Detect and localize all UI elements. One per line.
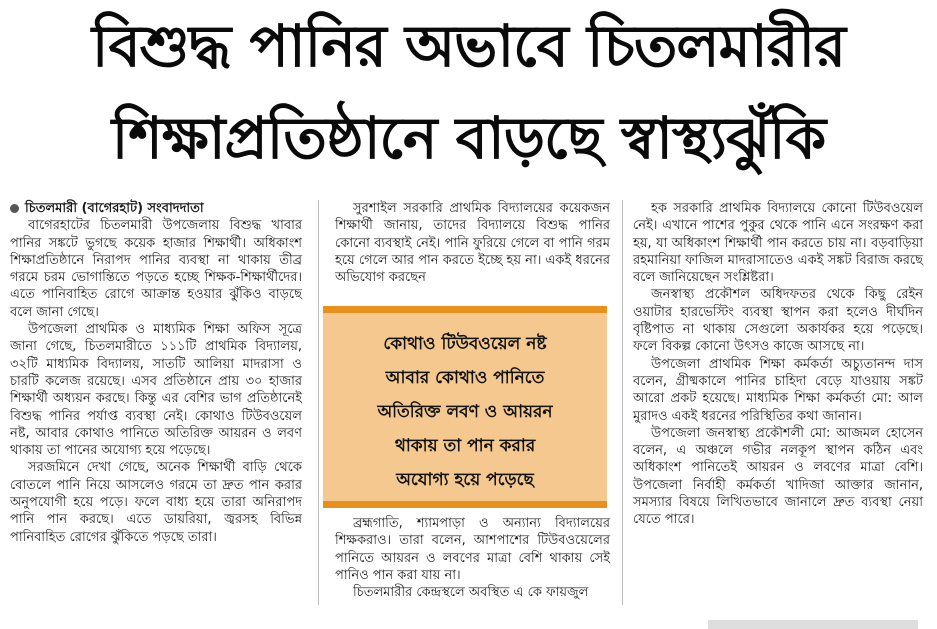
pull-quote-line: কোথাও টিউবওয়েল নষ্ট bbox=[383, 334, 547, 354]
column-divider bbox=[622, 200, 623, 605]
headline-line-1: বিশুদ্ধ পানির অভাবে চিতলমারীর bbox=[91, 12, 846, 80]
headline bbox=[0, 0, 937, 190]
footer-strip bbox=[708, 620, 918, 629]
paragraph: হক সরকারি প্রাথমিক বিদ্যালয়ে কোনো টিউবওয়েল নেই। এখানে পাশের পুকুর থেকে পানি এনে সংরক্ষণ করা হয়, যা অধিকাংশ শিক্ষার্থী পান করতে চায় না। বড়বাড়িয়া রহমানিয়া ফাজিল মাদরাসাতেও একই সঙ্কট বিরাজ করছে বলে জানিয়েছেন সংশ্লিষ্টরা। bbox=[633, 201, 923, 286]
headline-line-2: শিক্ষাপ্রতিষ্ঠানে বাড়ছে স্বাস্থ্যঝুঁকি bbox=[111, 104, 826, 172]
paragraph: উপজেলা প্রাথমিক ও মাধ্যমিক শিক্ষা অফিস সূত্রে জানা গেছে, চিতলমারীতে ১১১টি প্রাথমিক বিদ্যালয়, ৩২টি মাধ্যমিক বিদ্যালয়, সাতটি আলিয়া মাদরাসা ও চারটি কলেজ রয়েছে। এসব প্রতিষ্ঠানে প্রায় ৩০ হাজার শিক্ষার্থী অধ্যয়ন করছে। কিন্তু এর বেশির ভাগ প্রতিষ্ঠানেই বিশুদ্ধ পানির পর্যাপ্ত ব্যবস্থা নেই। কোথাও টিউবওয়েল নষ্ট, আবার কোথাও পানিতে অতিরিক্ত আয়রন ও লবণ থাকায় তা পানের অযোগ্য হয়ে পড়েছে। bbox=[10, 322, 302, 459]
paragraph: ব্রহ্মগাতি, শ্যামপাড়া ও অন্যান্য বিদ্যালয়ের শিক্ষকরাও। তারা বলেন, আশপাশের টিউবওয়েলের পানিতে আয়রন ও লবণের মাত্রা বেশি থাকায় সেই পানিও পান করা যায় না। bbox=[335, 516, 610, 583]
paragraph: চিতলমারীর কেন্দ্রস্থলে অবস্থিত এ কে ফায়জুল bbox=[353, 585, 589, 601]
paragraph: সুরশাইল সরকারি প্রাথমিক বিদ্যালয়ের কয়েকজন শিক্ষার্থী জানায়, তাদের বিদ্যালয়ে বিশুদ্ধ পানির কোনো ব্যবস্থাই নেই। পানি ফুরিয়ে গেলে বা পানি গরম হয়ে গেলে আর পান করতে ইচ্ছে হয় না। একই ধরনের অভিযোগ করছেন bbox=[335, 201, 610, 286]
pull-quote-line: অতিরিক্ত লবণ ও আয়রন bbox=[377, 402, 553, 422]
dateline bbox=[10, 200, 302, 217]
article-column-2-top bbox=[335, 200, 610, 286]
article-column-2-bottom bbox=[335, 515, 610, 601]
pull-quote-line: আবার কোথাও পানিতে bbox=[385, 368, 545, 388]
paragraph: জনস্বাস্থ্য প্রকৌশল অধিদফতর থেকে কিছু রেইন ওয়াটার হারভেস্টিং ব্যবস্থা স্থাপন করা হলেও দীর্ঘদিন বৃষ্টিপাত না থাকায় সেগুলো অকার্যকর হয়ে পড়েছে। ফলে বিকল্প কোনো উৎসও কাজে আসছে না। bbox=[633, 287, 923, 355]
paragraph: সরজমিনে দেখা গেছে, অনেক শিক্ষার্থী বাড়ি থেকে বোতলে পানি নিয়ে আসলেও গরমে তা দ্রুত পান করার অনুপযোগী হয়ে পড়ে। ফলে বাধ্য হয়ে তারা অনিরাপদ পানি পান করছে। এতে ডায়রিয়া, জ্বরসহ বিভিন্ন পানিবাহিত রোগের ঝুঁকিতে পড়ছে তারা। bbox=[10, 460, 302, 545]
paragraph: উপজেলা প্রাথমিক শিক্ষা কর্মকর্তা অচ্যুতানন্দ দাস বলেন, গ্রীষ্মকালে পানির চাহিদা বেড়ে যাওয়ায় সঙ্কট আরো প্রকট হয়েছে। মাধ্যমিক শিক্ষা কর্মকর্তা মো: আল মুরাদও একই ধরনের পরিস্থিতির কথা জানান। bbox=[633, 356, 923, 424]
article-column-3 bbox=[633, 200, 923, 529]
column-divider bbox=[318, 200, 319, 605]
dateline-text: চিতলমারী (বাগেরহাট) সংবাদদাতা bbox=[25, 201, 204, 216]
pull-quote-line: অযোগ্য হয়ে পড়েছে bbox=[396, 470, 534, 490]
pull-quote bbox=[323, 306, 607, 508]
pull-quote-line: থাকায় তা পান করার bbox=[394, 436, 536, 456]
bullet-icon bbox=[10, 204, 19, 213]
paragraph: বাগেরহাটের চিতলমারী উপজেলায় বিশুদ্ধ খাবার পানির সঙ্কটে ভুগছে কয়েক হাজার শিক্ষার্থী। অধিকাংশ শিক্ষাপ্রতিষ্ঠানে নিরাপদ পানির ব্যবস্থা না থাকায় তীব্র গরমে চরম ভোগান্তিতে পড়তে হচ্ছে শিক্ষক-শিক্ষার্থীদের। এতে পানিবাহিত রোগে আক্রান্ত হওয়ার ঝুঁকিও বাড়ছে বলে জানা গেছে। bbox=[10, 218, 302, 320]
article-column-1 bbox=[10, 200, 302, 546]
paragraph: উপজেলা জনস্বাস্থ্য প্রকৌশলী মো: আজমল হোসেন বলেন, এ অঞ্চলে গভীর নলকূপ স্থাপন কঠিন এবং অধিকাংশ পানিতেই আয়রন ও লবণের মাত্রা বেশি। উপজেলা নির্বাহী কর্মকর্তা খাদিজা আক্তার জানান, সমস্যার বিষয়ে লিখিতভাবে জানালে দ্রুত ব্যবস্থা নেয়া যেতে পারে। bbox=[633, 425, 923, 528]
